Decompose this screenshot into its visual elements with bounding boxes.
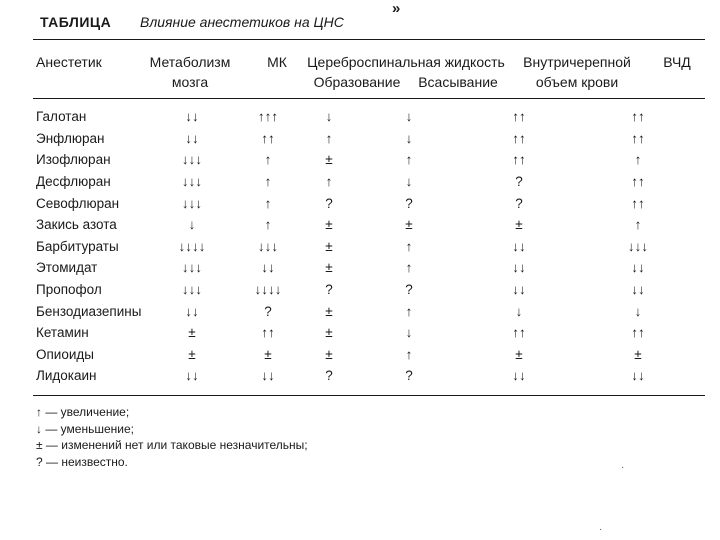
cell-icp: ↑↑	[631, 174, 645, 190]
cell-icp: ↑	[634, 217, 642, 233]
header-metabolism-line1: Метаболизм	[149, 54, 231, 70]
table-row	[36, 365, 694, 387]
header-csf: Цереброспинальная жидкость	[307, 54, 505, 70]
cell-cbf: ↓↓↓↓	[254, 282, 282, 298]
table-row	[36, 279, 694, 301]
cell-blood-volume: ±	[515, 217, 523, 233]
cell-blood-volume: ↓↓	[512, 238, 526, 254]
cell-csf-absorption: ?	[405, 195, 413, 211]
anesthetic-name: Галотан	[36, 109, 87, 125]
table-row	[36, 344, 694, 366]
table-row	[36, 300, 694, 322]
cell-csf-absorption: ↓	[405, 325, 413, 341]
cell-csf-absorption: ↑	[405, 152, 413, 168]
anesthetics-table	[36, 106, 694, 387]
table-row	[36, 322, 694, 344]
header-metabolism	[140, 52, 240, 92]
table-body	[36, 106, 694, 387]
cell-csf-absorption: ?	[405, 282, 413, 298]
cell-blood-volume: ±	[515, 346, 523, 362]
cell-csf-formation: ±	[325, 217, 333, 233]
cell-cbf: ↑	[264, 174, 272, 190]
cell-csf-formation: ↑	[325, 130, 333, 146]
cell-blood-volume: ↑↑	[512, 325, 526, 341]
cell-csf-absorption: ↑	[405, 346, 413, 362]
header-csf-formation: Образование	[313, 74, 401, 90]
cell-csf-formation: ±	[325, 303, 333, 319]
page-mark: »	[392, 0, 401, 17]
cell-metabolism: ↓↓↓	[181, 260, 203, 276]
scan-speck: ·	[621, 462, 625, 473]
header-anesthetic: Анестетик	[36, 54, 102, 70]
table-row	[36, 236, 694, 258]
header-metabolism-line2: мозга	[171, 74, 209, 90]
legend-item: ↑ — увеличение;	[36, 405, 130, 419]
cell-metabolism: ↓↓	[185, 130, 199, 146]
table-row	[36, 106, 694, 128]
cell-csf-absorption: ↓	[405, 130, 413, 146]
table-row	[36, 192, 694, 214]
cell-csf-formation: ?	[325, 282, 333, 298]
table-row	[36, 171, 694, 193]
legend-item: ± — изменений нет или таковые незначительны;	[36, 438, 308, 452]
cell-blood-volume: ↓	[515, 303, 523, 319]
cell-cbf: ↓↓	[261, 260, 275, 276]
table-row	[36, 214, 694, 236]
header-csf-absorption: Всасывание	[418, 74, 498, 90]
cell-cbf: ?	[264, 303, 272, 319]
cell-icp: ↓	[634, 303, 642, 319]
cell-icp: ↓↓	[631, 282, 645, 298]
cell-csf-absorption: ?	[405, 368, 413, 384]
anesthetic-name: Энфлюран	[36, 130, 105, 146]
cell-csf-absorption: ↓	[405, 109, 413, 125]
cell-blood-volume: ↓↓	[512, 368, 526, 384]
table-title	[40, 14, 700, 30]
header-icv-line2: объем крови	[535, 74, 619, 90]
anesthetic-name: Севофлюран	[36, 195, 120, 211]
cell-csf-formation: ↑	[325, 174, 333, 190]
cell-csf-formation: ?	[325, 195, 333, 211]
cell-metabolism: ↓	[188, 217, 196, 233]
cell-csf-absorption: ↑	[405, 260, 413, 276]
anesthetic-name: Десфлюран	[36, 174, 111, 190]
top-rule	[33, 39, 705, 40]
cell-csf-formation: ↓	[325, 109, 333, 125]
anesthetic-name: Бензодиазепины	[36, 303, 142, 319]
header-rule	[33, 98, 705, 99]
cell-icp: ↑	[634, 152, 642, 168]
cell-icp: ↓↓	[631, 368, 645, 384]
header-icv-line1: Внутричерепной	[523, 54, 631, 70]
anesthetic-name: Закись азота	[36, 217, 117, 233]
cell-cbf: ↑	[264, 217, 272, 233]
anesthetic-name: Изофлюран	[36, 152, 111, 168]
cell-cbf: ↑↑↑	[257, 109, 279, 125]
cell-icp: ↓↓↓	[627, 238, 649, 254]
legend-item: ? — неизвестно.	[36, 454, 128, 469]
cell-blood-volume: ?	[515, 174, 523, 190]
legend	[36, 404, 308, 470]
cell-metabolism: ↓↓↓	[181, 195, 203, 211]
cell-blood-volume: ↑↑	[512, 109, 526, 125]
cell-metabolism: ↓↓	[185, 368, 199, 384]
cell-cbf: ↑	[264, 152, 272, 168]
anesthetic-name: Пропофол	[36, 282, 102, 298]
cell-csf-absorption: ↑	[405, 303, 413, 319]
cell-icp: ↑↑	[631, 325, 645, 341]
anesthetic-name: Барбитураты	[36, 238, 119, 254]
scan-speck: ·	[599, 524, 603, 535]
cell-csf-formation: ±	[325, 260, 333, 276]
cell-csf-formation: ?	[325, 368, 333, 384]
cell-csf-formation: ±	[325, 325, 333, 341]
anesthetic-name: Лидокаин	[36, 368, 97, 384]
bottom-rule	[33, 395, 705, 396]
cell-icp: ↓↓	[631, 260, 645, 276]
cell-metabolism: ↓↓	[185, 109, 199, 125]
table-caption: Влияние анестетиков на ЦНС	[140, 14, 344, 30]
cell-metabolism: ↓↓↓	[181, 152, 203, 168]
header-icv	[516, 52, 638, 92]
cell-csf-absorption: ↓	[405, 174, 413, 190]
cell-csf-formation: ±	[325, 152, 333, 168]
cell-blood-volume: ↓↓	[512, 260, 526, 276]
cell-metabolism: ↓↓↓↓	[178, 238, 206, 254]
cell-icp: ↑↑	[631, 130, 645, 146]
cell-blood-volume: ↑↑	[512, 130, 526, 146]
cell-csf-absorption: ±	[405, 217, 413, 233]
cell-metabolism: ±	[188, 325, 196, 341]
cell-cbf: ↓↓	[261, 368, 275, 384]
cell-metabolism: ±	[188, 346, 196, 362]
cell-cbf: ↑↑	[261, 325, 275, 341]
cell-icp: ↑↑	[631, 109, 645, 125]
table-row	[36, 128, 694, 150]
table-label: ТАБЛИЦА	[40, 14, 112, 30]
cell-icp: ±	[634, 346, 642, 362]
table-row	[36, 149, 694, 171]
cell-cbf: ↑↑	[261, 130, 275, 146]
cell-metabolism: ↓↓↓	[181, 174, 203, 190]
table-row	[36, 257, 694, 279]
legend-item: ↓ — уменьшение;	[36, 421, 134, 436]
anesthetic-name: Этомидат	[36, 260, 98, 276]
cell-metabolism: ↓↓↓	[181, 282, 203, 298]
cell-blood-volume: ?	[515, 195, 523, 211]
header-cbf: МК	[267, 54, 287, 70]
cell-csf-absorption: ↑	[405, 238, 413, 254]
cell-blood-volume: ↓↓	[512, 282, 526, 298]
cell-csf-formation: ±	[325, 238, 333, 254]
anesthetic-name: Кетамин	[36, 325, 89, 341]
cell-cbf: ±	[264, 346, 272, 362]
anesthetic-name: Опиоиды	[36, 346, 94, 362]
header-icp: ВЧД	[663, 54, 691, 70]
cell-metabolism: ↓↓	[185, 303, 199, 319]
cell-csf-formation: ±	[325, 346, 333, 362]
cell-cbf: ↑	[264, 195, 272, 211]
cell-blood-volume: ↑↑	[512, 152, 526, 168]
cell-icp: ↑↑	[631, 195, 645, 211]
cell-cbf: ↓↓↓	[257, 238, 279, 254]
